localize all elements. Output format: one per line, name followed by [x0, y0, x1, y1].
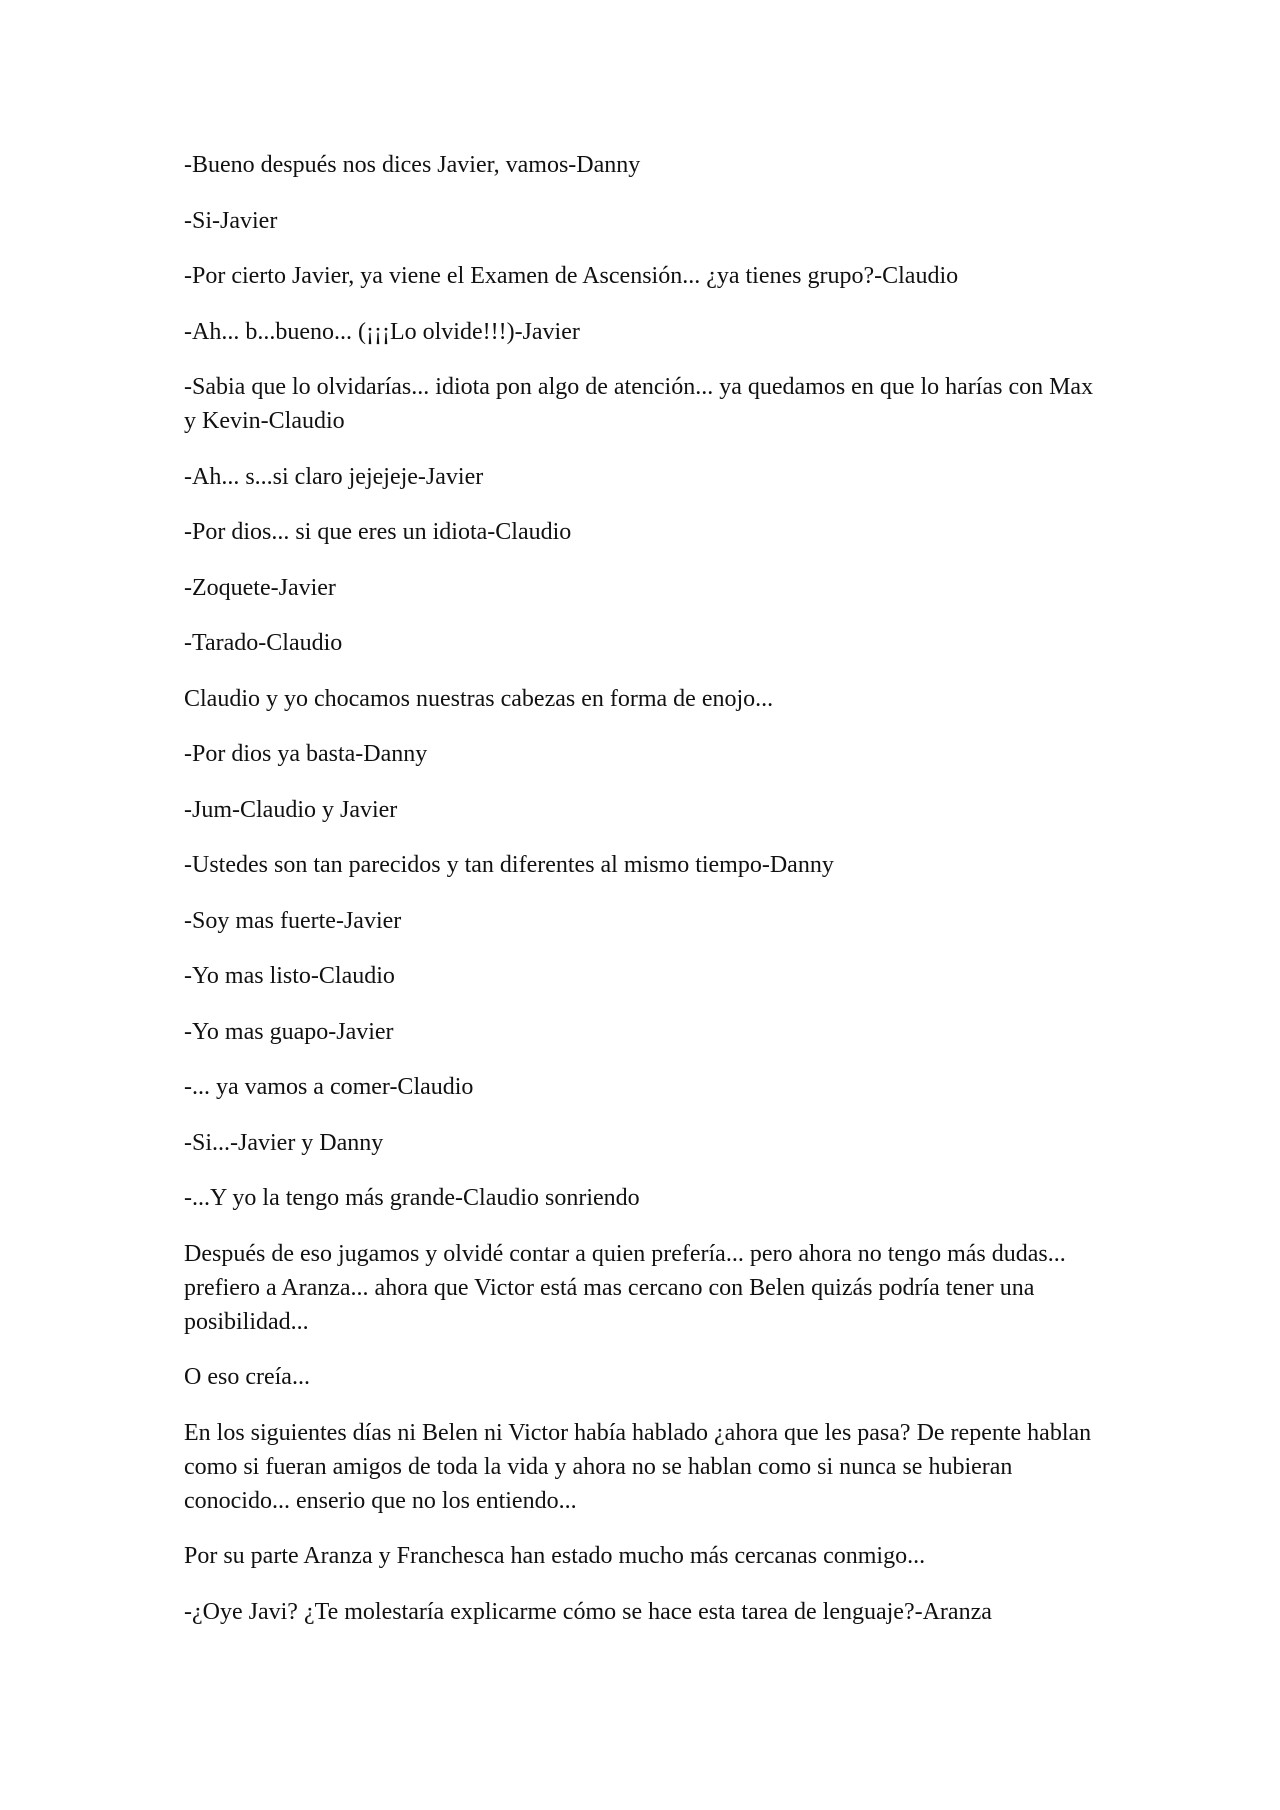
paragraph-14: -Soy mas fuerte-Javier [184, 907, 402, 934]
paragraph-5: -Sabia que lo olvidarías... idiota pon algo de atención... ya quedamos en que lo harías con Max y Kevin-Claudio [184, 374, 1094, 434]
paragraph-4: -Ah... b...bueno... (¡¡¡Lo olvide!!!)-Javier [184, 318, 580, 345]
paragraph-3: -Por cierto Javier, ya viene el Examen de Ascensión... ¿ya tienes grupo?-Claudio [184, 263, 959, 289]
paragraph-2: -Si-Javier [184, 207, 278, 234]
paragraph-21: O eso creía... [184, 1364, 310, 1390]
paragraph-11: -Por dios ya basta-Danny [184, 741, 428, 767]
paragraph-24: -¿Oye Javi? ¿Te molestaría explicarme cómo se hace esta tarea de lenguaje?-Aranza [184, 1598, 992, 1625]
paragraph-23: Por su parte Aranza y Franchesca han estado mucho más cercanas conmigo... [184, 1543, 926, 1569]
paragraph-22: En los siguientes días ni Belen ni Victor había hablado ¿ahora que les pasa? De repente hablan como si fueran amigos de toda la vida y ahora no se hablan como si nunca se hubieran conocido... enserio que no los entiendo... [184, 1419, 1092, 1514]
paragraph-20: Después de eso jugamos y olvidé contar a quien prefería... pero ahora no tengo más dudas... prefiero a Aranza... ahora que Victor está mas cercano con Belen quizás podría tener una posibilidad... [184, 1240, 1066, 1335]
paragraph-9: -Tarado-Claudio [184, 630, 343, 656]
paragraph-10: Claudio y yo chocamos nuestras cabezas en forma de enojo... [184, 685, 774, 712]
paragraph-7: -Por dios... si que eres un idiota-Claudio [184, 519, 572, 545]
document-body [184, 148, 1104, 1650]
paragraph-12: -Jum-Claudio y Javier [184, 796, 398, 823]
paragraph-1: -Bueno después nos dices Javier, vamos-Danny [184, 152, 641, 178]
paragraph-17: -... ya vamos a comer-Claudio [184, 1074, 474, 1100]
paragraph-18: -Si...-Javier y Danny [184, 1129, 384, 1156]
paragraph-16: -Yo mas guapo-Javier [184, 1018, 394, 1045]
paragraph-6: -Ah... s...si claro jejejeje-Javier [184, 463, 484, 490]
paragraph-13: -Ustedes son tan parecidos y tan diferentes al mismo tiempo-Danny [184, 852, 834, 878]
paragraph-8: -Zoquete-Javier [184, 574, 336, 601]
paragraph-19: -...Y yo la tengo más grande-Claudio sonriendo [184, 1185, 640, 1211]
paragraph-15: -Yo mas listo-Claudio [184, 963, 395, 989]
